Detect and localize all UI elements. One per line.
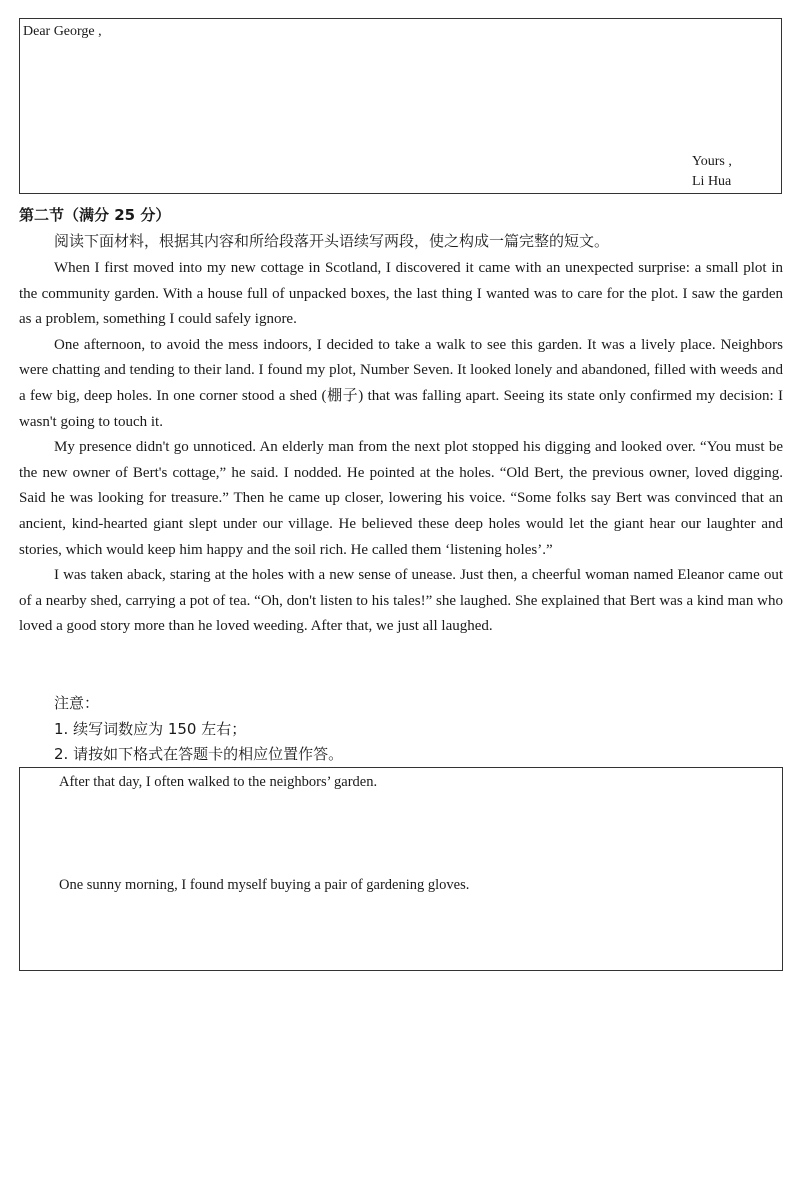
story-paragraph: My presence didn't go unnoticed. An elderly man from the next plot stopped his digging and looked over. “You must be the new owner of Bert's cottage,” he said. I nodded. He pointed at the holes. “Old Bert, the previous owner, loved digging. Said he was looking for treasure.” Then he came up closer, lowering his voice. “Some folks say Bert was convinced that an ancient, kind-hearted giant slept under our village. He believed these deep holes would let the giant hear our laughter and stories, which would keep him happy and the soil rich. He called them ‘listening holes’.” [19,439,783,558]
letter-salutation: Dear George , [23,24,102,39]
paragraph-1-opening: After that day, I often walked to the neighbors’ garden. [59,774,378,790]
story-paragraph: One afternoon, to avoid the mess indoors, I decided to take a walk to see this garden. It was a lively place. Neighbors were chatting and tending to their land. I found my plot, Number Seven. It looked lonely and abandoned, filled with weeds and a few big, deep holes. In one corner stood a shed (棚子) that was falling apart. Seeing its state only confirmed my decision: I wasn't going to touch it. [19,336,783,430]
paragraph-2-opening: One sunny morning, I found myself buying a pair of gardening gloves. [59,877,470,893]
section-title: 第二节（满分 25 分） [19,206,171,224]
closing-yours: Yours , [692,154,732,169]
story-paragraph: When I first moved into my new cottage in Scotland, I discovered it came with an unexpected surprise: a small plot in the community garden. With a house full of unpacked boxes, the last thing I wanted was to care for the plot. I saw the garden as a problem, something I could safely ignore. [19,260,783,328]
notes-label: 注意： [54,694,100,712]
letter-answer-box [19,18,782,194]
story-paragraph: I was taken aback, staring at the holes with a new sense of unease. Just then, a cheerful woman named Eleanor came out of a nearby shed, carrying a pot of tea. “Oh, don't listen to his tales!” she laughed. She explained that Bert was a kind man who loved a good story more than he loved weeding. After that, we just all laughed. [19,567,783,635]
letter-closing [692,152,732,192]
note-item-format: 2. 请按如下格式在答题卡的相应位置作答。 [54,745,344,763]
section-instruction: 阅读下面材料，根据其内容和所给段落开头语续写两段，使之构成一篇完整的短文。 [54,232,610,250]
continuation-answer-box [19,767,783,971]
story-passage [19,256,783,640]
note-item-word-count: 1. 续写词数应为 150 左右； [54,720,247,738]
closing-signature: Li Hua [692,174,732,189]
